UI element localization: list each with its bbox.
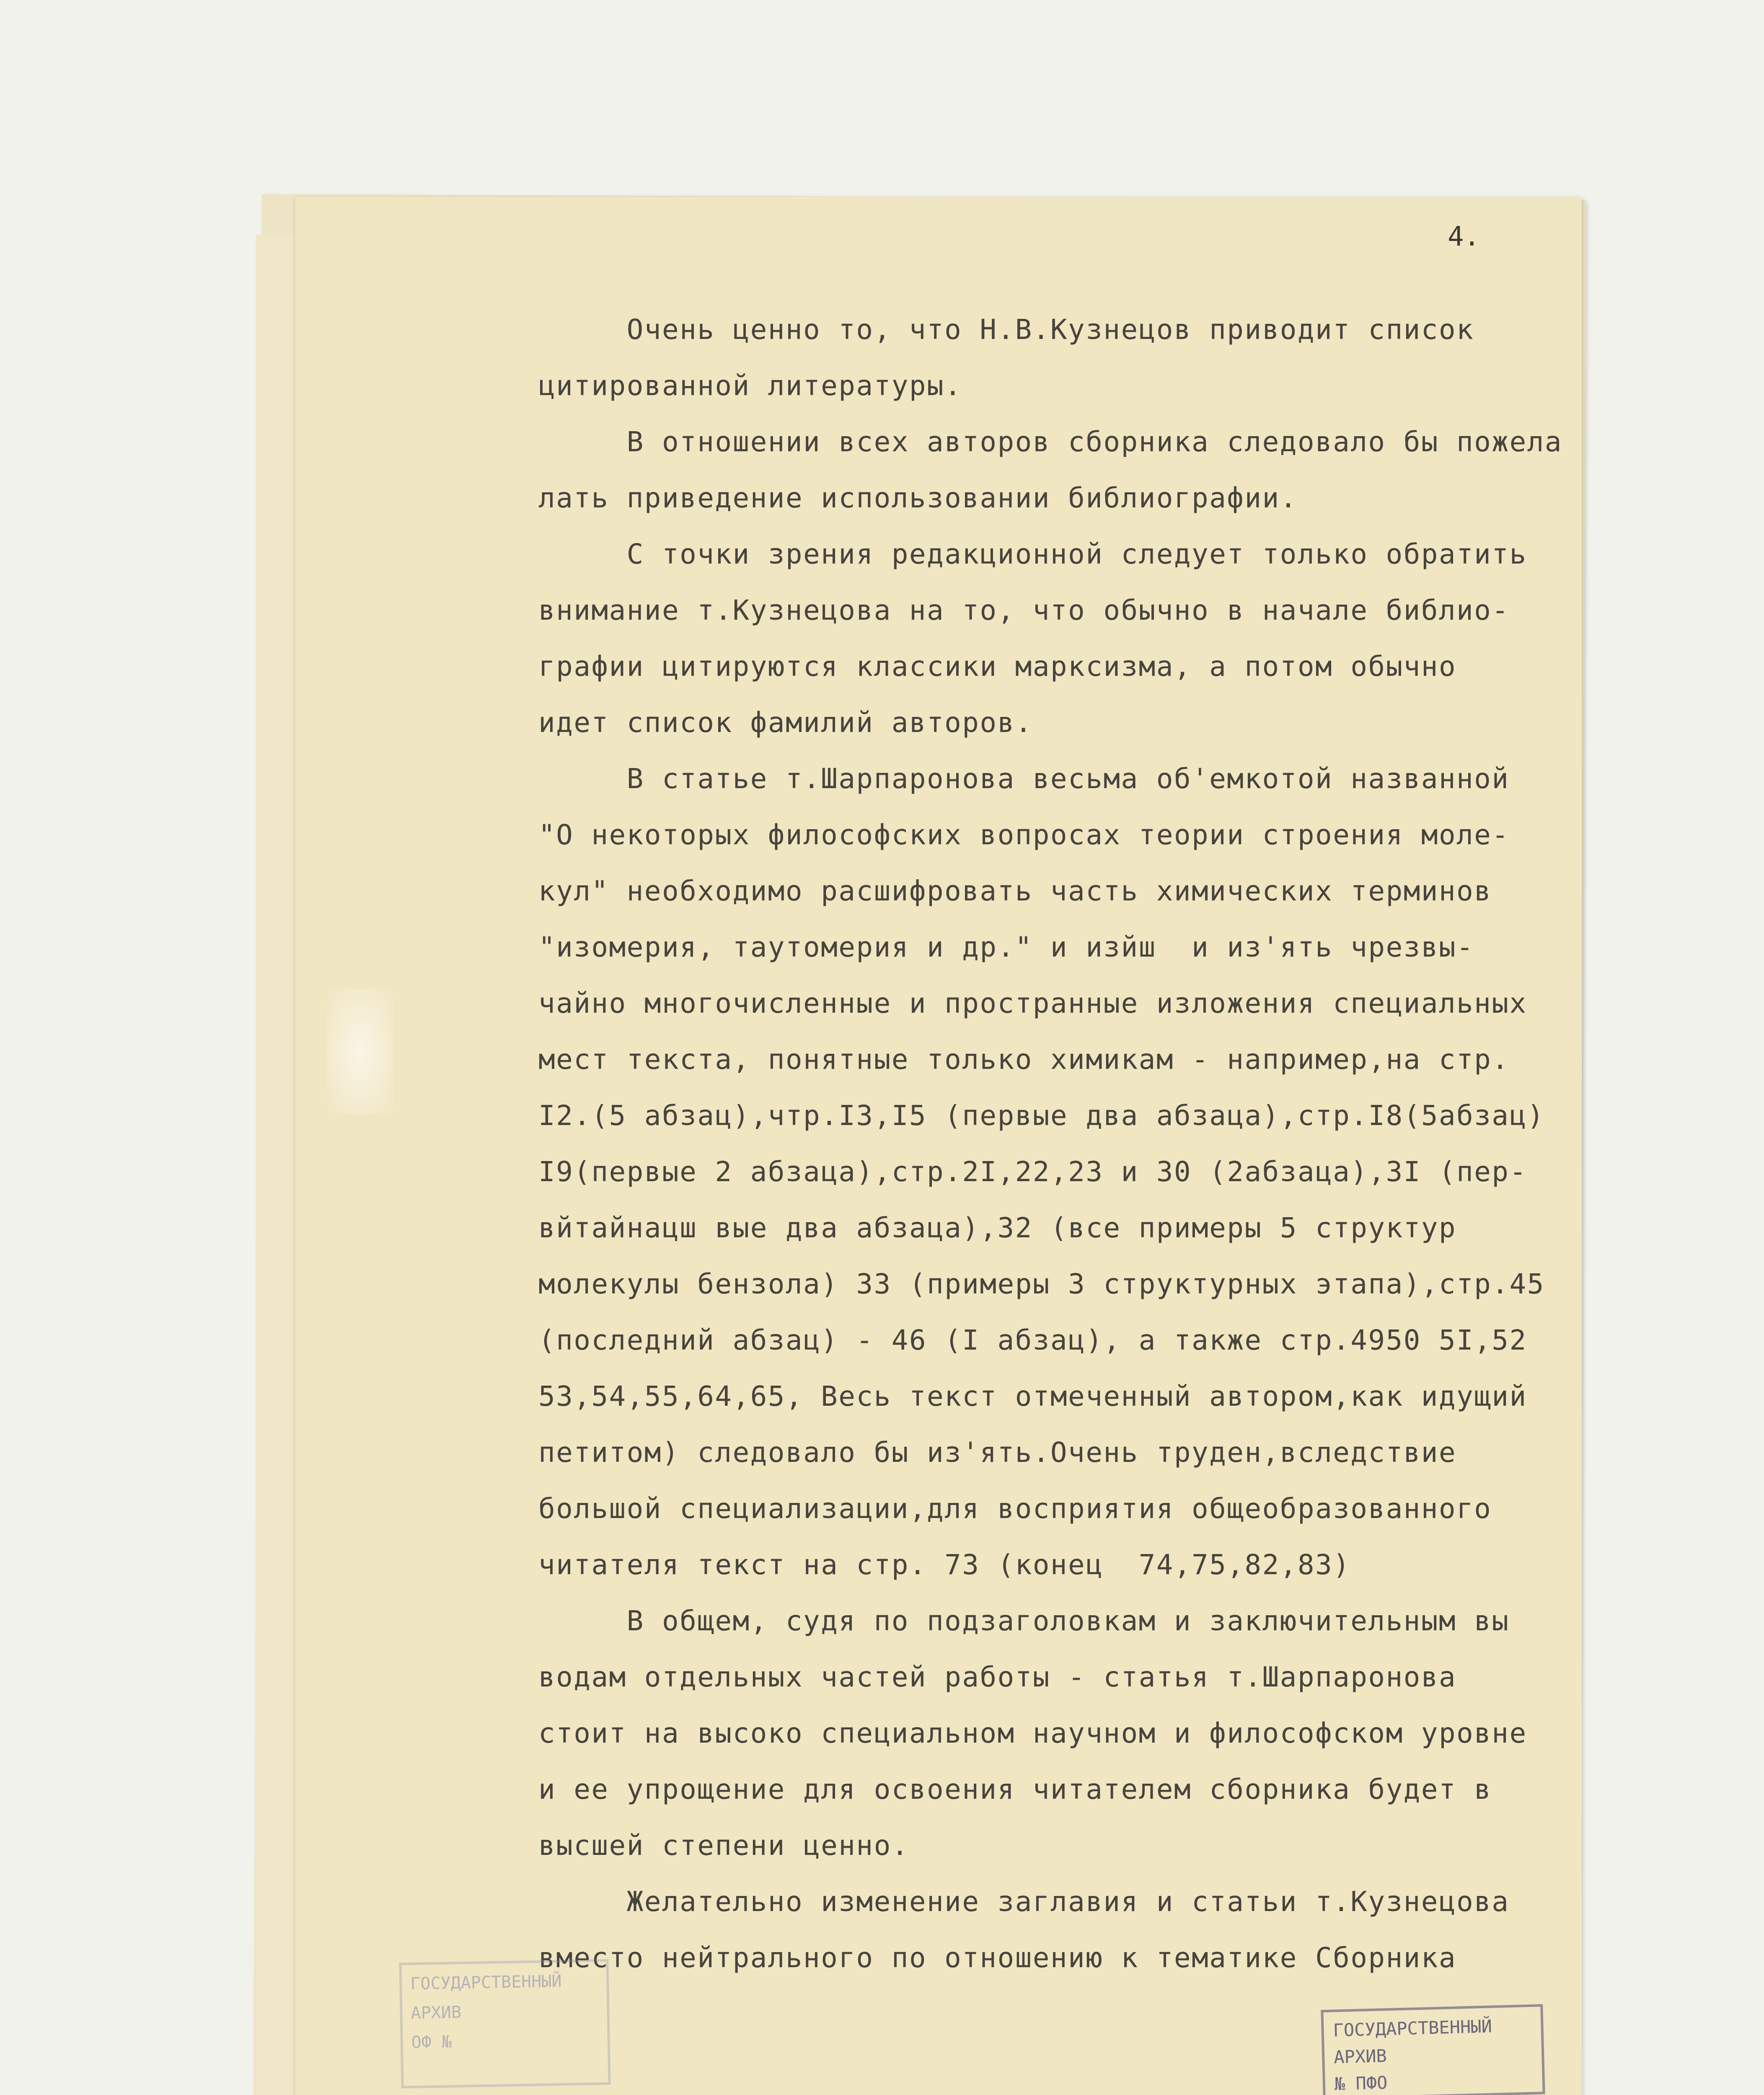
text-line: В отношении всех авторов сборника следовало бы пожела: [538, 426, 1562, 458]
stamp-text: ОФ №: [411, 2032, 452, 2052]
text-line: мест текста, понятные только химикам - например,на стр.: [538, 1043, 1510, 1076]
text-line: чайно многочисленные и пространные изложения специальных: [538, 987, 1527, 1019]
text-line: "изомерия, таутомерия и др." и изйш и из'ять чрезвы-: [538, 931, 1474, 963]
typewritten-text: [538, 302, 1578, 1986]
text-line: вместо нейтрального по отношению к тематике Сборника: [538, 1942, 1457, 1974]
text-line: внимание т.Кузнецова на то, что обычно в начале библио-: [538, 594, 1510, 626]
text-line: лать приведение использовании библиографии.: [538, 482, 1298, 514]
archive-stamp-left: [399, 1959, 610, 2089]
text-line: Очень ценно то, что Н.В.Кузнецов приводит список: [538, 313, 1474, 346]
text-line: водам отдельных частей работы - статья т.Шарпаронова: [538, 1661, 1457, 1693]
text-line: кул" необходимо расшифровать часть химических терминов: [538, 875, 1492, 907]
stamp-text: № ПФО: [1334, 2072, 1388, 2095]
text-line: графии цитируются классики марксизма, а потом обычно: [538, 650, 1457, 683]
text-line: цитированной литературы.: [538, 370, 962, 402]
text-line: стоит на высоко специальном научном и философском уровне: [538, 1717, 1527, 1749]
text-line: (последний абзац) - 46 (I абзац), а также стр.4950 5I,52: [538, 1324, 1527, 1356]
stamp-text: ГОСУДАРСТВЕННЫЙ: [410, 1971, 562, 1994]
text-line: идет список фамилий авторов.: [538, 706, 1033, 739]
text-line: большой специализации,для восприятия общеобразованного: [538, 1492, 1492, 1525]
paper-tear: [327, 989, 394, 1115]
text-line: I2.(5 абзац),чтр.I3,I5 (первые два абзаца),стр.I8(5абзац): [538, 1099, 1545, 1132]
text-line: Желательно изменение заглавия и статьи т.Кузнецова: [538, 1886, 1510, 1918]
text-line: В статье т.Шарпаронова весьма об'емкотой названной: [538, 763, 1510, 795]
text-line: молекулы бензола) 33 (примеры 3 структурных этапа),стр.45: [538, 1268, 1545, 1300]
stamp-text: АРХИВ: [411, 2002, 462, 2023]
stamp-text: АРХИВ: [1333, 2045, 1387, 2068]
archive-stamp-right: [1321, 2004, 1545, 2095]
text-line: "О некоторых философских вопросах теории строения моле-: [538, 819, 1510, 851]
text-line: 53,54,55,64,65, Весь текст отмеченный автором,как идущий: [538, 1380, 1527, 1412]
text-line: I9(первые 2 абзаца),стр.2I,22,23 и 30 (2абзаца),3I (пер-: [538, 1156, 1527, 1188]
text-line: читателя текст на стр. 73 (конец 74,75,82,83): [538, 1549, 1351, 1581]
text-line: В общем, судя по подзаголовкам и заключительным вы: [538, 1605, 1510, 1637]
text-line: петитом) следовало бы из'ять.Очень труден,вследствие: [538, 1436, 1457, 1469]
text-line: вйтайнацш вые два абзаца),32 (все примеры 5 структур: [538, 1212, 1457, 1244]
text-line: высшей степени ценно.: [538, 1829, 909, 1862]
page-number: 4.: [1448, 221, 1480, 252]
text-line: и ее упрощение для освоения читателем сборника будет в: [538, 1773, 1492, 1805]
stamp-text: ГОСУДАРСТВЕННЫЙ: [1332, 2016, 1492, 2041]
text-line: С точки зрения редакционной следует только обратить: [538, 538, 1527, 570]
